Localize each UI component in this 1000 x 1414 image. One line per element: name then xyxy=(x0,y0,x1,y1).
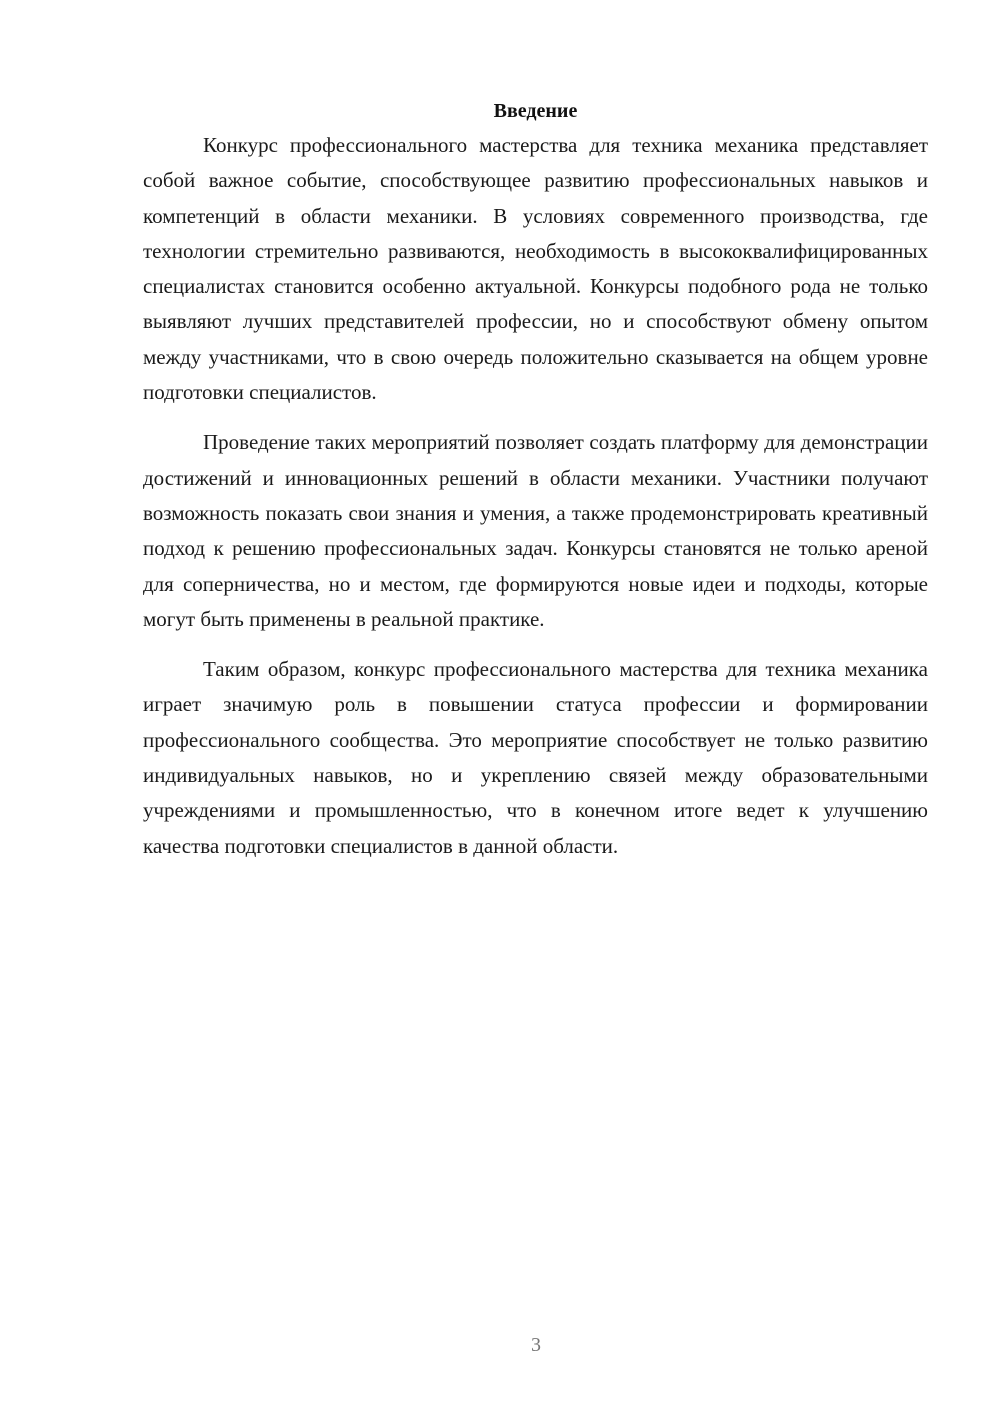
section-title: Введение xyxy=(493,100,578,122)
paragraph-1: Конкурс профессионального мастерства для техника механика представляет собой важное событие, способствующее развитию профессиональных навыков и компетенций в области механики. В условиях современного производства, где технологии стремительно развиваются, необходимость в высококвалифицированных специалистах становится особенно актуальной. Конкурсы подобного рода не только выявляют лучших представителей профессии, но и способствуют обмену опытом между участниками, что в свою очередь положительно сказывается на общем уровне подготовки специалистов. xyxy=(143,133,928,405)
paragraph-2: Проведение таких мероприятий позволяет создать платформу для демонстрации достижений и инновационных решений в области механики. Участники получают возможность показать свои знания и умения, а также продемонстрировать креативный подход к решению профессиональных задач. Конкурсы становятся не только ареной для соперничества, но и местом, где формируются новые идеи и подходы, которые могут быть применены в реальной практике. xyxy=(143,430,928,631)
document-body xyxy=(143,96,928,879)
page-number: 3 xyxy=(531,1334,541,1356)
paragraph-3: Таким образом, конкурс профессионального мастерства для техника механика играет значимую роль в повышении статуса профессии и формировании профессионального сообщества. Это мероприятие способствует не только развитию индивидуальных навыков, но и укреплению связей между образовательными учреждениями и промышленностью, что в конечном итоге ведет к улучшению качества подготовки специалистов в данной области. xyxy=(143,657,928,858)
